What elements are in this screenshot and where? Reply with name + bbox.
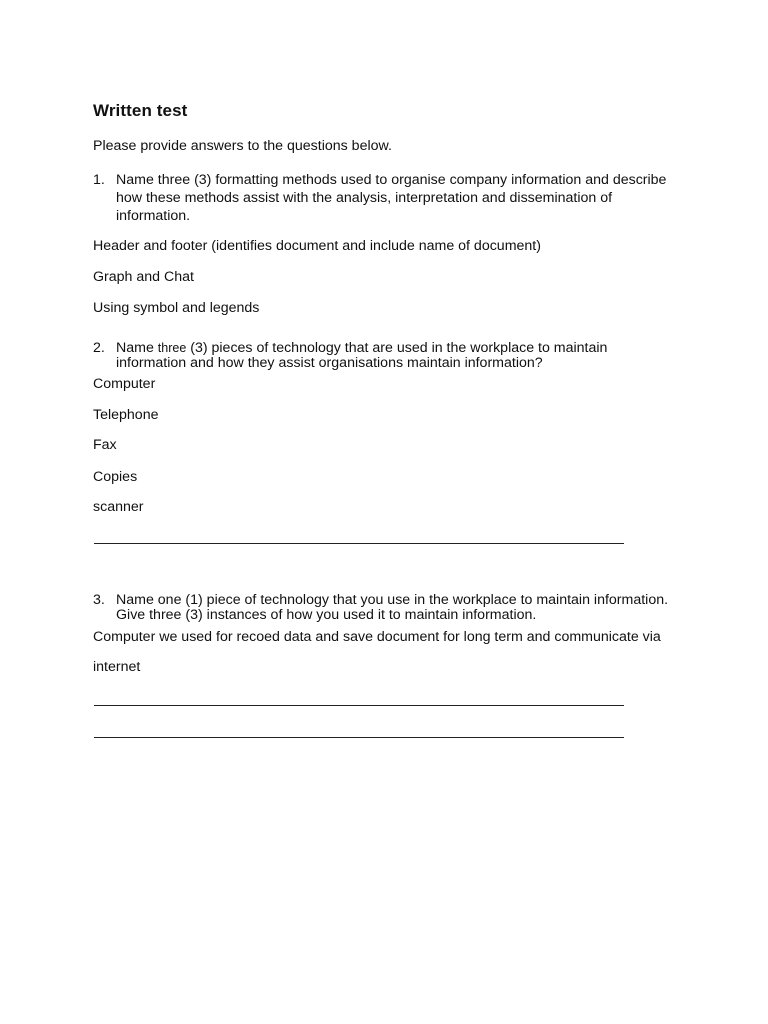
answer-line — [94, 737, 624, 738]
answer-1-item-2: Graph and Chat — [93, 269, 194, 285]
answer-line — [94, 705, 624, 706]
question-2-line-1-c: (3) pieces of technology that are used in the workplace to maintain — [186, 340, 608, 356]
answer-2-item-1: Computer — [93, 376, 156, 392]
question-3-number: 3. — [93, 592, 105, 608]
page-title: Written test — [93, 101, 188, 120]
question-2-line-1-a: Name — [116, 340, 158, 356]
answer-2-item-5: scanner — [93, 499, 144, 515]
answer-1-item-3: Using symbol and legends — [93, 300, 260, 316]
answer-line — [94, 543, 624, 544]
question-2-line-1-b: three — [157, 341, 187, 355]
answer-2-item-2: Telephone — [93, 407, 159, 423]
question-3-line-2: Give three (3) instances of how you used it to maintain information. — [116, 607, 537, 623]
question-3-line-1: Name one (1) piece of technology that you use in the workplace to maintain information. — [116, 592, 669, 608]
question-1-line-1: Name three (3) formatting methods used to organise company information and describe — [116, 172, 667, 188]
question-1-line-2: how these methods assist with the analysis, interpretation and dissemination of — [116, 190, 613, 206]
answer-1-item-1: Header and footer (identifies document and include name of document) — [93, 238, 541, 254]
question-1-line-3: information. — [116, 208, 191, 224]
answer-3-line-1: Computer we used for recoed data and save document for long term and communicate via — [93, 629, 661, 645]
answer-2-item-4: Copies — [93, 469, 138, 485]
question-2-line-2: information and how they assist organisations maintain information? — [116, 355, 543, 371]
question-2-number: 2. — [93, 340, 105, 356]
question-1-number: 1. — [93, 172, 105, 188]
answer-2-item-3: Fax — [93, 437, 117, 453]
answer-3-line-2: internet — [93, 659, 141, 675]
intro-text: Please provide answers to the questions below. — [93, 138, 392, 154]
